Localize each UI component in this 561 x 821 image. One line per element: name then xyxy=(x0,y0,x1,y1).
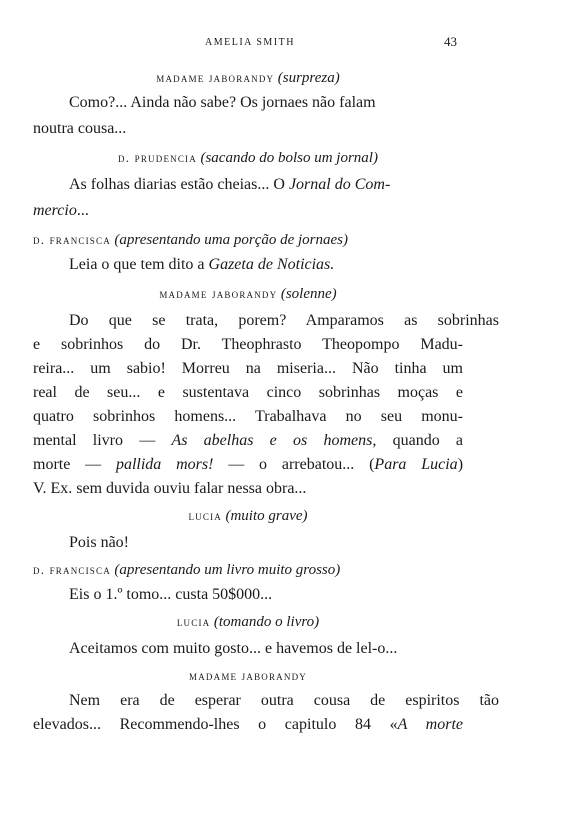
speaker-name: madame jaborandy xyxy=(159,286,278,301)
italic-run: mercio xyxy=(33,202,77,219)
dialogue-line: reira... um sabio! Morreu na miseria... Não tinha um xyxy=(33,360,463,377)
italic-run: A morte xyxy=(397,716,464,733)
speaker-heading xyxy=(33,560,463,581)
stage-direction: (apresentando uma porção de jornaes) xyxy=(114,232,348,248)
italic-run: As abelhas e os homens, xyxy=(171,432,377,449)
page-header xyxy=(0,34,561,54)
text-run: quando a xyxy=(376,432,464,449)
stage-direction: (apresentando um livro muito grosso) xyxy=(114,562,341,578)
text-run: Leia o que tem dito a xyxy=(69,256,209,273)
speaker-heading xyxy=(33,612,463,633)
dialogue-line: V. Ex. sem duvida ouviu falar nessa obra... xyxy=(33,480,307,497)
speaker-heading xyxy=(33,148,463,169)
speaker-heading xyxy=(33,68,463,89)
speaker-heading xyxy=(33,230,463,251)
dialogue-line xyxy=(33,430,463,452)
dialogue-line: e sobrinhos do Dr. Theophrasto Theopompo Madu- xyxy=(33,336,463,353)
speaker-name: d. francisca xyxy=(33,562,111,577)
dialogue-line: Pois não! xyxy=(69,534,129,551)
text-run: As folhas diarias estão cheias... O xyxy=(69,176,289,193)
stage-direction: (solenne) xyxy=(280,286,337,302)
speaker-name: madame jaborandy xyxy=(189,668,307,683)
text-run: morte — xyxy=(33,456,116,473)
speaker-name: madame jaborandy xyxy=(156,70,275,85)
text-run: ... xyxy=(76,202,89,219)
speaker-name: lucia xyxy=(176,614,211,629)
stage-direction: (muito grave) xyxy=(225,508,308,524)
speaker-name: lucia xyxy=(188,508,222,523)
dialogue-line xyxy=(33,174,499,196)
dialogue-line: Do que se trata, porem? Amparamos as sobrinhas xyxy=(69,312,499,329)
text-run: ) xyxy=(457,456,464,473)
italic-run: Gazeta de Noticias. xyxy=(208,256,335,273)
stage-direction: (surpreza) xyxy=(277,70,340,86)
stage-direction: (tomando o livro) xyxy=(213,614,320,630)
dialogue-line: Aceitamos com muito gosto... e havemos de lel-o... xyxy=(69,640,398,657)
speaker-heading xyxy=(33,284,463,305)
dialogue-line: Nem era de esperar outra cousa de espiritos tão xyxy=(69,692,499,709)
dialogue-line xyxy=(33,714,463,736)
dialogue-line xyxy=(33,454,463,476)
dialogue-line xyxy=(33,200,463,222)
text-run: mental livro — xyxy=(33,432,172,449)
dialogue-line: noutra cousa... xyxy=(33,120,127,137)
dialogue-line: Como?... Ainda não sabe? Os jornaes não falam xyxy=(69,94,376,111)
speaker-heading xyxy=(33,666,463,687)
speaker-heading xyxy=(33,506,463,527)
stage-direction: (sacando do bolso um jornal) xyxy=(200,150,378,166)
text-run: elevados... Recommendo-lhes o capitulo 84 « xyxy=(33,716,398,733)
dialogue-line: real de seu... e sustentava cinco sobrinhas moças e xyxy=(33,384,463,401)
italic-run: pallida mors! xyxy=(115,456,214,473)
speaker-name: d. prudencia xyxy=(118,150,197,165)
running-title: AMELIA SMITH xyxy=(205,37,295,48)
page-number: 43 xyxy=(444,34,457,49)
text-run: — o arrebatou... ( xyxy=(213,456,375,473)
dialogue-line: quatro sobrinhos homens... Trabalhava no seu monu- xyxy=(33,408,463,425)
italic-run: Para Lucia xyxy=(374,456,458,473)
speaker-name: d. francisca xyxy=(33,232,111,247)
dialogue-line xyxy=(33,254,499,276)
dialogue-line: Eis o 1.º tomo... custa 50$000... xyxy=(69,586,273,603)
italic-run: Jornal do Com- xyxy=(288,176,391,193)
